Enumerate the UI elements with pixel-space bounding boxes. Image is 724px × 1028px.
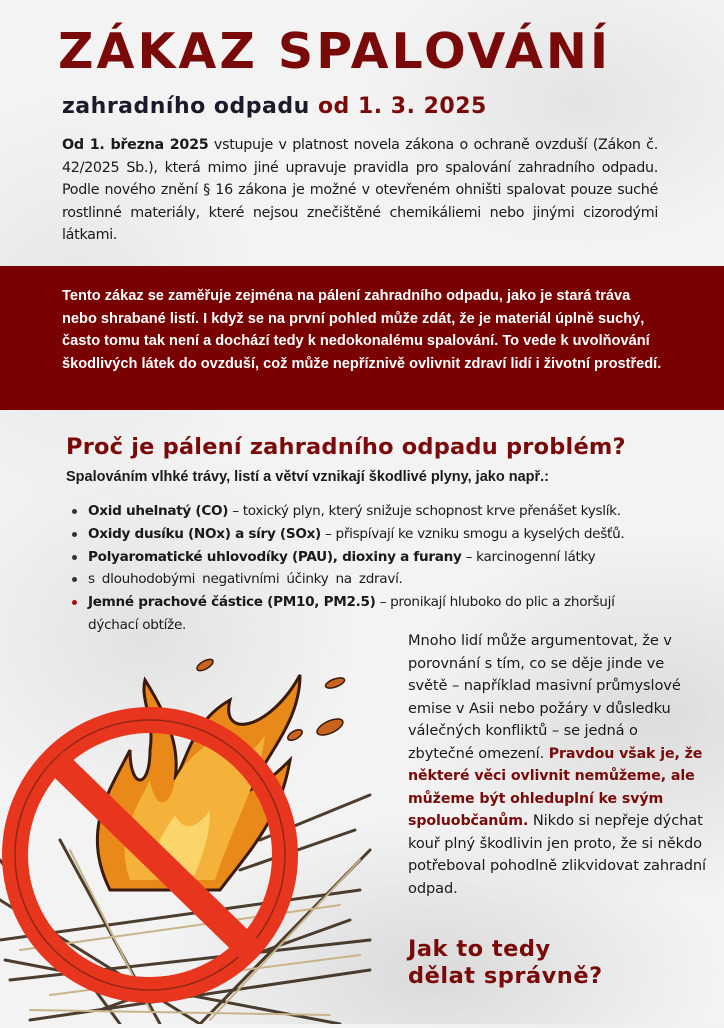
item-term: Oxid uhelnatý (CO) bbox=[88, 503, 229, 519]
subtitle-main: zahradního odpadu bbox=[62, 94, 310, 119]
item-desc: s dlouhodobými negativními účinky na zdraví. bbox=[88, 571, 403, 588]
intro-lead: Od 1. března 2025 bbox=[62, 137, 209, 153]
list-item bbox=[70, 568, 680, 591]
list-item bbox=[70, 523, 680, 546]
no-fire-prohibition-icon bbox=[0, 640, 380, 1024]
page-subtitle bbox=[62, 91, 487, 123]
item-desc-cont: dýchací obtíže. bbox=[88, 616, 187, 633]
closing-heading bbox=[408, 936, 603, 990]
item-desc: – toxický plyn, který snižuje schopnost krve přenášet kyslík. bbox=[228, 503, 621, 519]
intro-paragraph bbox=[62, 134, 658, 247]
item-term: Polyaromatické uhlovodíky (PAU), dioxiny a furany bbox=[88, 548, 462, 565]
argument-paragraph: Mnoho lidí může argumentovat, že v porovnání s tím, co se děje jinde ve světě – například masivní průmyslové emise v Asii nebo požáry v důsledku válečných konfliktů – se jedná o zbytečné omezení. bbox=[408, 632, 681, 762]
item-term: Jemné prachové částice (PM10, PM2.5) bbox=[88, 594, 376, 611]
item-desc: – přispívají ke vzniku smogu a kyselých dešťů. bbox=[320, 525, 625, 542]
intro-text: vstupuje v platnost novela zákona o ochraně ovzduší (Zákon č. 42/2025 Sb.), která mimo jiné upravuje pravidla pro spalování zahradního odpadu. Podle nového znění § 16 zákona je možné v otevřeném ohništi spalovat pouze suché rostlinné materiály, které nejsou znečištěné chemikáliemi nebo jinými cizorodými látkami. bbox=[62, 137, 658, 243]
bullet-icon bbox=[72, 577, 77, 582]
banner-text: Tento zákaz se zaměřuje zejména na pálení zahradního odpadu, jako je stará tráva nebo shrabané listí. I když se na první pohled může zdát, že je materiál úplně suchý, často tomu tak není a dochází tedy k nedokonalému spalování. To vede k uvolňování škodlivých látek do ovzduší, což může nepříznivě ovlivnit zdraví lidí i životní prostředí. bbox=[62, 288, 662, 372]
item-desc: – karcinogenní látky bbox=[461, 548, 596, 565]
closing-heading-line1: Jak to tedy bbox=[408, 936, 551, 962]
bullet-icon bbox=[72, 555, 77, 560]
bullet-icon bbox=[72, 532, 77, 537]
argument-emphasis: Pravdou však je, že některé věci ovlivnit nemůžeme, ale můžeme být ohleduplní ke svým spoluobčanům. bbox=[408, 745, 703, 829]
list-item bbox=[70, 500, 680, 523]
bullet-icon bbox=[72, 509, 77, 514]
list-item bbox=[70, 546, 680, 569]
pollutant-list bbox=[70, 500, 680, 637]
item-desc: – pronikají hluboko do plic a zhoršují bbox=[375, 594, 615, 611]
item-term: Oxidy dusíku (NOx) a síry (SOx) bbox=[88, 525, 321, 542]
page-title: ZÁKAZ SPALOVÁNÍ bbox=[58, 23, 612, 80]
problem-lead: Spalováním vlhké trávy, listí a větví vznikají škodlivé plyny, jako např.: bbox=[66, 469, 549, 485]
problem-heading: Proč je pálení zahradního odpadu problém? bbox=[66, 434, 626, 460]
bullet-icon bbox=[72, 600, 77, 605]
argument-conclusion: Nikdo si nepřeje dýchat kouř plný škodlivin jen proto, že si někdo potřeboval pohodlně zlikvidovat zahradní odpad. bbox=[408, 812, 707, 897]
argument-text bbox=[408, 630, 708, 900]
closing-heading-line2: dělat správně? bbox=[408, 963, 603, 989]
subtitle-date: od 1. 3. 2025 bbox=[317, 94, 487, 119]
list-item bbox=[70, 591, 680, 614]
